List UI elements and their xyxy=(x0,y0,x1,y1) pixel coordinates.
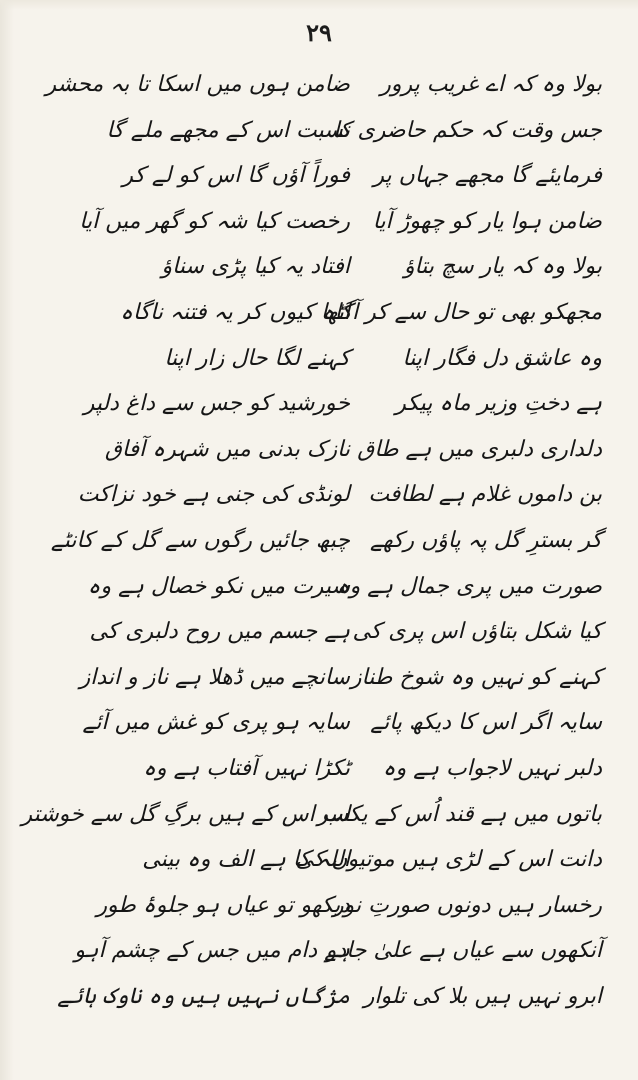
verse-line: کہنے کو نہیں وہ شوخ طناز xyxy=(350,664,602,690)
verse-line: کیا شکل بتاؤں اس پری کی xyxy=(352,619,602,645)
verse-line: مجھکو بھی تو حال سے کر آگاہ xyxy=(321,299,602,325)
verse-line: دلداری دلبری میں ہے طاق xyxy=(357,436,602,462)
verse-line: جس وقت کہ حکم حاضری کا xyxy=(333,117,602,143)
verse-line: لب اس کے ہیں برگِ گل سے خوشتر xyxy=(21,801,350,827)
verse-line: دلبر نہیں لاجواب ہے وہ xyxy=(382,755,602,781)
verse-line: ٹکڑا نہیں آفتاب ہے وہ xyxy=(143,755,350,781)
verse-line: ضامن ہوا یار کو چھوڑ آیا xyxy=(372,208,602,234)
verse-line: چبھ جائیں رگوں سے گل کے کانٹے xyxy=(50,527,350,553)
verse-line: سایہ ہو پری کو غش میں آئے xyxy=(82,710,350,736)
verse-line: لونڈی کی جنی ہے خود نزاکت xyxy=(77,482,350,508)
verse-line: کہنے لگا حال زار اپنا xyxy=(164,345,350,371)
page-number: ۲۹ xyxy=(306,18,332,47)
verse-line: خورشید کو جس سے داغ دلپر xyxy=(83,391,350,417)
verse-line: سانچے میں ڈھلا ہے ناز و انداز xyxy=(79,664,350,690)
verse-line: صورت میں پری جمال ہے وہ xyxy=(336,573,602,599)
verse-line: ہے جسم میں روح دلبری کی xyxy=(89,619,350,645)
verse-line: رخسار ہیں دونوں صورتِ نور xyxy=(333,892,602,918)
verse-line: بن داموں غلام ہے لطافت xyxy=(368,482,602,508)
verse-line: باتوں میں ہے قند اُس کے یکسر xyxy=(317,801,602,827)
verse-line: دیکھو تو عیاں ہو جلوۂ طور xyxy=(96,892,350,918)
verse-line: نازک بدنی میں شہرہ آفاق xyxy=(104,436,350,462)
right-verse-column xyxy=(295,62,602,1019)
verse-line: نسبت اس کے مجھے ملے گا xyxy=(106,117,350,143)
verse-line: افتاد یہ کیا پڑی سناؤ xyxy=(161,254,350,280)
verse-line: بولا وہ کہ اے غریب پرور xyxy=(380,72,602,97)
verse-line: مژگاں نہیں ہیں وہ ناوک ہائے xyxy=(57,983,350,1009)
verse-line: گر بسترِ گل پہ پاؤں رکھے xyxy=(370,527,602,553)
left-verse-column xyxy=(21,62,350,1019)
verse-line: اٹھا کیوں کر یہ فتنہ ناگاہ xyxy=(120,299,350,325)
verse-line: فرمایئے گا مجھے جہاں پر xyxy=(373,163,602,189)
verse-line: فوراً آؤں گا اس کو لے کر xyxy=(122,163,350,189)
verse-line: آنکھوں سے عیاں ہے علیٰ جادو xyxy=(325,938,602,964)
verse-line: وہ عاشق دل فگار اپنا xyxy=(402,345,602,371)
verse-line: سیرت میں نکو خصال ہے وہ xyxy=(87,573,350,599)
verse-line: رخصت کیا شہ کو گھر میں آیا xyxy=(79,208,350,234)
verse-line: اللہ کا ہے الف وہ بینی xyxy=(142,847,350,873)
verse-line: ہے دام میں جس کے چشم آہو xyxy=(74,938,350,964)
verse-line: سایہ اگر اس کا دیکھ پائے xyxy=(370,710,602,736)
verse-line: ضامن ہوں میں اسکا تا بہ محشر xyxy=(45,72,350,97)
verse-line: بولا وہ کہ یار سچ بتاؤ xyxy=(403,254,602,280)
verse-line: دانت اس کے لڑی ہیں موتیوں کی xyxy=(295,847,602,873)
verse-line: ابرو نہیں ہیں بلا کی تلوار xyxy=(363,983,602,1009)
verse-line: ہے دختِ وزیر ماہ پیکر xyxy=(395,391,602,417)
